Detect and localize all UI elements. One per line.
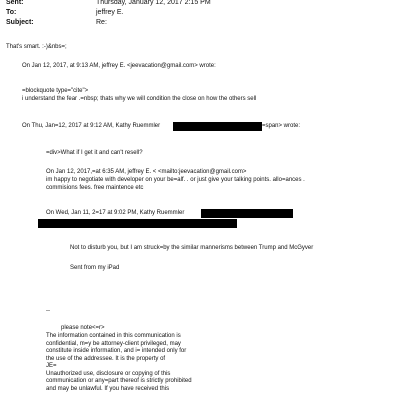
quote3-line2: commisions fees. free maintence etc xyxy=(46,185,144,191)
quote4-intro: On Wed, Jan 11, 2=17 at 9:02 PM, Kathy Ruemmler xyxy=(46,210,185,216)
signature-separator: -- xyxy=(46,308,50,314)
blockquote-tag: =blockquote type="cite"> xyxy=(22,88,89,94)
redaction-bar xyxy=(201,209,293,218)
subject-label: Subject: xyxy=(6,19,34,26)
quote2-text: =div>What if I get it and can't resell? xyxy=(46,150,143,156)
disclaimer-line: confidential, m=y be attorney-client privileged, may xyxy=(46,340,181,347)
disclaimer-line: JE= xyxy=(46,363,57,369)
redaction-bar xyxy=(173,122,262,131)
sent-from-line: Sent from my iPad xyxy=(70,265,120,271)
to-value: jeffrey E. xyxy=(96,9,124,16)
disclaimer-line: communication or any=part thereof is strictly prohibited xyxy=(46,378,192,384)
disclaimer-line: and may be unlawful. If you have received this xyxy=(46,385,170,392)
disclaimer-line: The information contained in this communication is xyxy=(46,333,181,339)
subject-value: Re: xyxy=(96,19,107,26)
note-heading: please note<=r> xyxy=(61,325,105,331)
quote3-intro: On Jan 12, 2017,=at 6:35 AM, jeffrey E. < <mailto:jeevacation@gmail.com> xyxy=(46,169,247,175)
disclaimer-block xyxy=(46,333,192,393)
sent-label: Sent: xyxy=(6,0,24,6)
sent-value: Thursday, January 12, 2017 2:15 PM xyxy=(96,0,211,6)
quote1-intro: On Jan 12, 2017, at 9:13 AM, jeffrey E. <jeevacation@gmail.com> wrote: xyxy=(22,63,216,69)
redaction-bar xyxy=(38,219,237,228)
reply-line: That's smart. :-)&nbs=; xyxy=(6,44,67,50)
quote4-text: Not to disturb you, but I am struck=by the similar mannerisms between Trump and McGyver xyxy=(70,245,314,251)
quote3-line1: im happy to negotiate with developer on your be=alf. . or just give your talking points. allo=ances . xyxy=(46,177,305,183)
disclaimer-line: Unauthorized use, disclosure or copying of this xyxy=(46,370,171,377)
quote2-intro-left: On Thu, Jan=12, 2017 at 9:12 AM, Kathy Ruemmler xyxy=(22,123,161,129)
disclaimer-line: constitute inside information, and i= intended only for xyxy=(46,348,187,354)
to-label: To: xyxy=(6,9,17,16)
disclaimer-line: the use of the addressee. It is the property of xyxy=(46,355,166,362)
quote1-text: i understand the fear .=nbsp; thats why we will condition the close on how the others sell xyxy=(22,96,257,102)
quote2-intro-right: =span> wrote: xyxy=(262,123,301,129)
